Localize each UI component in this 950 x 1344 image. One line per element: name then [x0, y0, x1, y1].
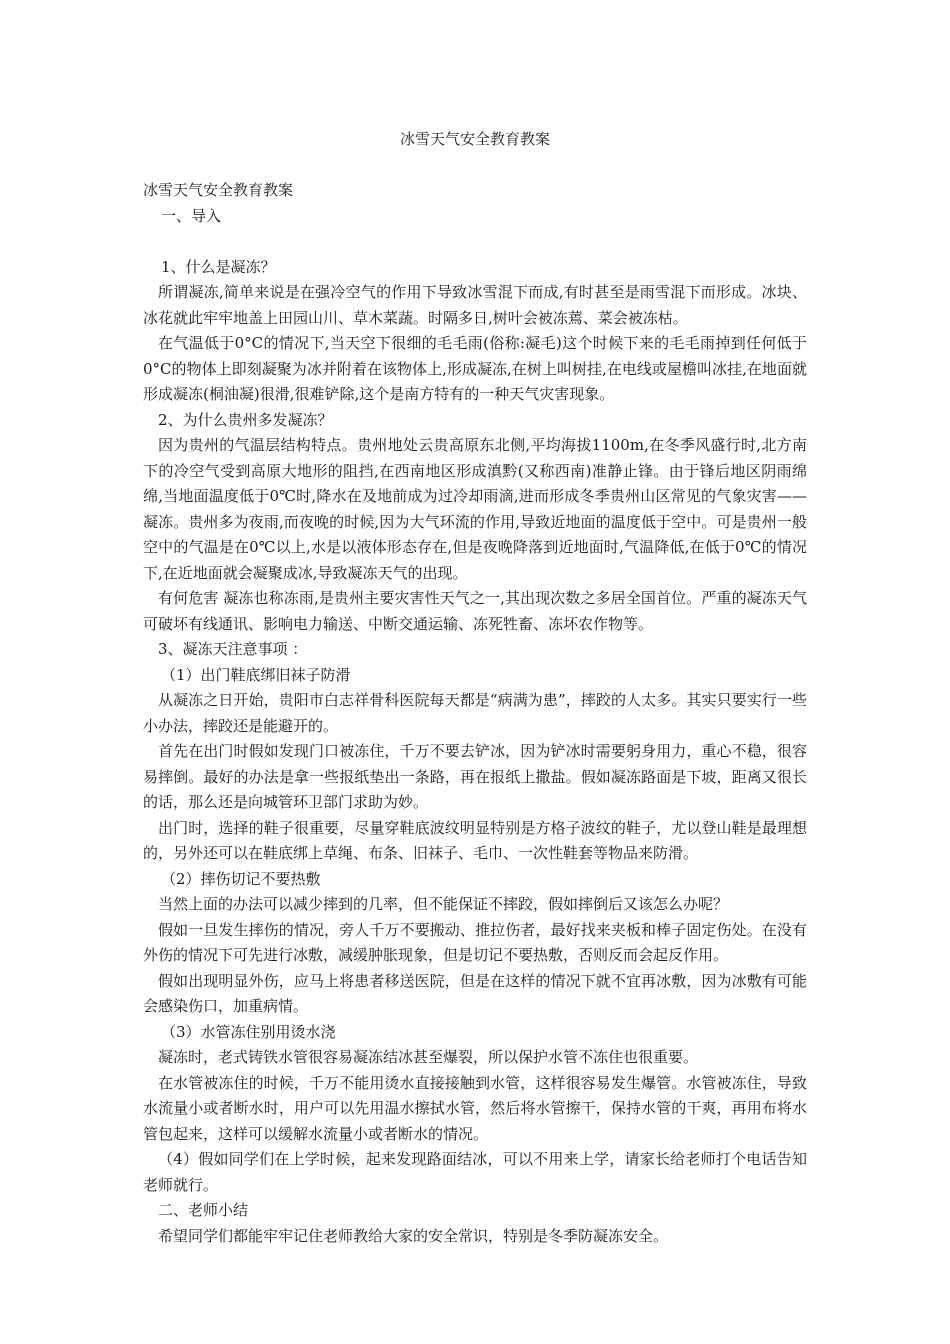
- document-subtitle: 冰雪天气安全教育教案: [143, 181, 294, 199]
- question-heading: 1、什么是凝冻？: [161, 257, 276, 276]
- subsection-heading: （1）出门鞋底绑旧袜子防滑: [161, 665, 351, 684]
- section-heading-summary: 二、老师小结: [158, 1201, 249, 1219]
- paragraph: 所谓凝冻,简单来说是在强冷空气的作用下导致冰雪混下而成,有时甚至是雨雪混下而形成。冰块、冰花就此牢牢地盖上田园山川、草木菜蔬。时隔多日,树叶会被冻蔫、菜会被冻枯。: [143, 283, 807, 327]
- paragraph: 当然上面的办法可以减少摔到的几率，但不能保证不摔跤，假如摔倒后又该怎么办呢？: [158, 895, 729, 913]
- paragraph: （4）假如同学们在上学时候，起来发现路面结冰，可以不用来上学，请家长给老师打个电话告知老师就行。: [143, 1150, 807, 1194]
- paragraph: 出门时，选择的鞋子很重要，尽量穿鞋底波纹明显特别是方格子波纹的鞋子，尤以登山鞋是最理想的，另外还可以在鞋底绑上草绳、布条、旧袜子、毛巾、一次性鞋套等物品来防滑。: [143, 818, 807, 862]
- paragraph: 假如一旦发生摔伤的情况，旁人千万不要搬动、推拉伤者，最好找来夹板和棒子固定伤处。在没有外伤的情况下可先进行冰敷，减缓肿胀现象，但是切记不要热敷，否则反而会起反作用。: [143, 920, 807, 964]
- paragraph: 在水管被冻住的时候，千万不能用烫水直接接触到水管，这样很容易发生爆管。水管被冻住，导致水流量小或者断水时，用户可以先用温水擦拭水管，然后将水管擦干，保持水管的干爽，再用布将水管包起来，这样可以缓解水流量小或者断水的情况。: [143, 1073, 807, 1143]
- paragraph: 在气温低于0°C的情况下,当天空下很细的毛毛雨(俗称:凝毛)这个时候下来的毛毛雨掉到任何低于0°C的物体上即刻凝聚为冰并附着在该物体上,形成凝冻,在树上叫树挂,在电线或屋檐叫冰挂,在地面就形成凝冻(桐油凝)很滑,很难铲除,这个是南方特有的一种天气灾害现象。: [143, 334, 807, 403]
- subsection-heading: （3）水管冻住别用烫水浇: [161, 1022, 336, 1041]
- paragraph: 假如出现明显外伤，应马上将患者移送医院，但是在这样的情况下就不宜再冰敷，因为冰敷有可能会感染伤口，加重病情。: [143, 971, 807, 1015]
- document-body: [143, 178, 807, 1249]
- blank-line: [143, 229, 807, 255]
- paragraph: 希望同学们都能牢牢记住老师教给大家的安全常识，特别是冬季防凝冻安全。: [158, 1226, 669, 1245]
- question-heading: 3、凝冻天注意事项 ：: [158, 640, 308, 658]
- section-heading-intro: 一、导入: [161, 206, 222, 225]
- paragraph: 凝冻时，老式铸铁水管很容易凝冻结冰甚至爆裂，所以保护水管不冻住也很重要。: [158, 1048, 699, 1066]
- paragraph: 因为贵州的气温层结构特点。贵州地处云贵高原东北侧,平均海拔1100m,在冬季风盛行时,北方南下的冷空气受到高原大地形的阻挡,在西南地区形成滇黔(又称西南)准静止锋。由于锋后地区阴雨绵绵,当地面温度低于0℃时,降水在及地前成为过冷却雨滴,进而形成冬季贵州山区常见的气象灾害——凝冻。贵州多为夜雨,而夜晚的时候,因为大气环流的作用,导致近地面的温度低于空中。可是贵州一般空中的气温是在0℃以上,水是以液体形态存在,但是夜晚降落到近地面时,气温降低,在低于0℃的情况下,在近地面就会凝聚成冰,导致凝冻天气的出现。: [143, 436, 807, 582]
- document-title: 冰雪天气安全教育教案: [399, 130, 550, 148]
- question-heading: 2、为什么贵州多发凝冻？: [158, 410, 333, 429]
- paragraph: 从凝冻之日开始，贵阳市白志祥骨科医院每天都是“病满为患”，摔跤的人太多。其实只要实行一些小办法，摔跤还是能避开的。: [143, 691, 807, 735]
- paragraph: 有何危害 凝冻也称冻雨,是贵州主要灾害性天气之一,其出现次数之多居全国首位。严重的凝冻天气可破坏有线通讯、影响电力输送、中断交通运输、冻死牲畜、冻坏农作物等。: [143, 589, 807, 633]
- subsection-heading: （2）摔伤切记不要热敷: [161, 869, 321, 888]
- paragraph: 首先在出门时假如发现门口被冻住，千万不要去铲冰，因为铲冰时需要躬身用力，重心不稳，很容易摔倒。最好的办法是拿一些报纸垫出一条路，再在报纸上撒盐。假如凝冻路面是下坡，距离又很长的话，那么还是向城管环卫部门求助为妙。: [143, 742, 807, 811]
